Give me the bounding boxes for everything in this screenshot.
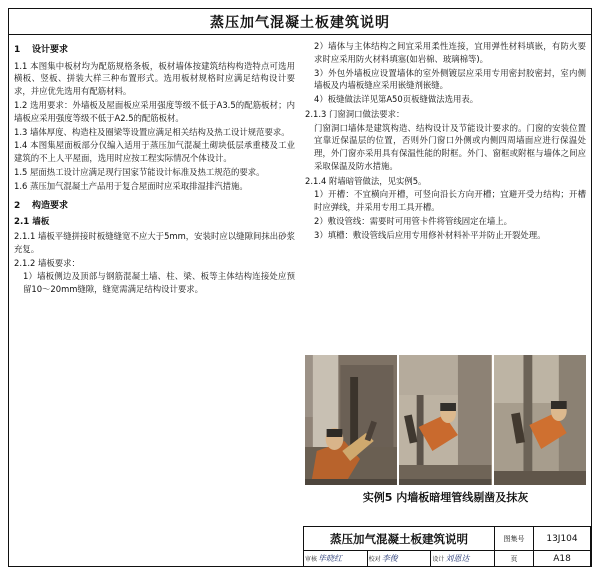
section-1-title: 设计要求: [32, 45, 69, 55]
atlas-number-value: 13J104: [546, 533, 578, 544]
right-column: [305, 40, 586, 520]
list-item-right-3: 3）外包外墙板应设置墙体的室外侧镀层应采用专用密封胶密封，室内侧墙板及内墙板缝应采用嵌缝剂嵌缝。: [314, 67, 586, 91]
atlas-number-label: 图集号: [495, 527, 534, 550]
photo-1-graphic: [305, 355, 397, 485]
photo-wall-chasing-3: [494, 355, 586, 485]
photo-wall-chasing-2: [399, 355, 491, 485]
paragraph-2-1-4-item-1: 1）开槽：不宜横向开槽，可竖向沿长方向开槽；宜避开受力结构；开槽时应弹线，并采用专用工具开槽。: [314, 189, 586, 213]
signature-review-label: 审核: [305, 556, 318, 563]
section-1-number: 1: [14, 45, 21, 55]
figure-caption: 实例5 内墙板暗埋管线剔凿及抹灰: [362, 491, 529, 504]
signature-review-name: 毕晓红: [318, 554, 343, 563]
title-block-bottom-row: [304, 551, 590, 566]
list-item-left-1: 1）墙板侧边及顶部与钢筋混凝土墙、柱、梁、板等主体结构连接处应预留10～20mm缝隙，缝宽需满足结构设计要求。: [23, 271, 295, 295]
title-block-top-row: [304, 527, 590, 551]
section-2-title: 构造要求: [32, 201, 69, 212]
paragraph-1-2: 1.2 选用要求：外墙板及屋面板应采用强度等级不低于A3.5的配筋板材；内墙板应采用强度等级不低于A2.5的配筋板材。: [14, 99, 295, 123]
paragraph-2-1-3-body: 门窗洞口墙体是建筑构造、结构设计及节能设计要求的。门窗的安装位置宜靠近保温层的位置，否则外门窗口外侧或内侧四周墙面应进行保温处理，外门窗亦采用具有保温性能的附框。外门、窗框或附框与墙体之间应采取保温及防水措施。: [314, 122, 586, 171]
photo-2-graphic: [399, 355, 491, 485]
paragraph-1-1: 1.1 本图集中板材均为配筋规格条板，板材墙体按建筑结构构造特点可选用横板、竖板、拼装大样三种布置形式。选用板材规格时应满足结构设计要求，并应优先选用有配筋材料。: [14, 60, 295, 97]
two-column-body: [14, 40, 586, 520]
signature-proofread-name: 李俊: [381, 554, 398, 563]
paragraph-1-6: 1.6 蒸压加气混凝土产品用于复合屋面时应采取排湿排汽措施。: [14, 180, 248, 191]
photo-row: [305, 355, 586, 485]
signature-proofread: [368, 551, 432, 566]
paragraph-2-1-4: 2.1.4 附墙暗管做法，见实例5。: [305, 175, 427, 186]
paragraph-2-1-4-item-3: 3）填槽：敷设管线后应用专用修补材料补平并防止开裂处理。: [314, 229, 546, 240]
signature-proofread-label: 校对: [368, 556, 381, 563]
paragraph-2-1-3: 2.1.3 门窗洞口做法要求：: [305, 108, 405, 119]
section-1-heading: [14, 44, 295, 58]
section-2-number: 2: [14, 201, 21, 212]
signature-design-label: 设计: [432, 556, 445, 563]
list-item-right-4: 4）板缝做法详见第A50页板缝做法选用表。: [314, 94, 479, 105]
left-column: [14, 40, 295, 520]
paragraph-1-5: 1.5 屋面热工设计应满足现行国家节能设计标准及热工规范的要求。: [14, 166, 265, 177]
photo-3-graphic: [494, 355, 586, 485]
list-item-right-2: 2）墙体与主体结构之间宜采用柔性连接，宜用弹性材料填嵌，有防火要求时应采用防火材料填塞(如岩棉、玻璃棉等)。: [314, 41, 586, 64]
page-number: A18: [553, 553, 571, 564]
paragraph-1-4: 1.4 本图集屋面板部分仅编入适用于蒸压加气混凝土砌块低层承重楼及工业建筑的不上人平屋面，选用时应按工程实际情况个体设计。: [14, 140, 295, 164]
page-title-bar: [9, 9, 591, 35]
signature-design: [431, 551, 495, 566]
signature-review: [304, 551, 368, 566]
subsection-2-1-heading: 2.1 墙板: [14, 217, 50, 227]
section-2-heading: [14, 200, 295, 214]
signature-design-name: 刘恩达: [445, 554, 470, 563]
paragraph-2-1-2: 2.1.2 墙板要求：: [14, 257, 80, 268]
title-block-title: 蒸压加气混凝土板建筑说明: [304, 527, 495, 550]
page-title: 蒸压加气混凝土板建筑说明: [210, 14, 390, 31]
paragraph-2-1-1: 2.1.1 墙板平缝拼接时板缝缝宽不应大于5mm，安装时应以缝隙间抹出砂浆充复。: [14, 231, 295, 254]
paragraph-1-3: 1.3 墙体厚度、构造柱及圈梁等设置应满足相关结构及热工设计规范要求。: [14, 126, 290, 137]
title-block: [303, 526, 591, 567]
paragraph-2-1-4-item-2: 2）敷设管线：需要时可用管卡件将管线固定在墙上。: [314, 215, 512, 226]
page-label: 页: [495, 551, 534, 566]
photo-wall-chasing-1: [305, 355, 397, 485]
